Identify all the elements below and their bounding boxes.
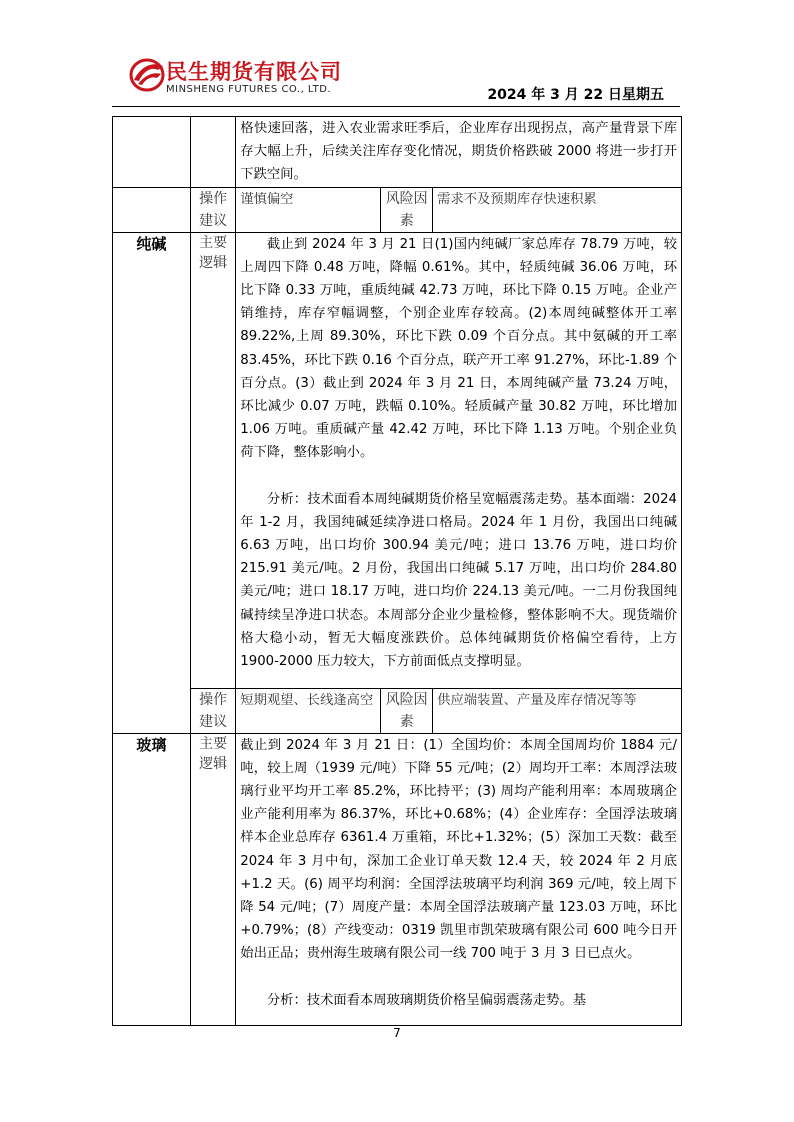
- company-name-cn: 民生期货有限公司: [166, 60, 342, 84]
- glass-logic-paragraph-2: 分析：技术面看本周玻璃期货价格呈偏弱震荡走势。基: [266, 992, 587, 1008]
- operation-label: 操作建议: [190, 187, 235, 232]
- soda-category: 纯碱: [113, 232, 191, 733]
- soda-risk-label: 风险因素: [381, 688, 433, 733]
- paragraph-spacer-2: [240, 966, 677, 989]
- page-number: 7: [393, 1026, 401, 1040]
- glass-logic-paragraph-1: 截止到 2024 年 3 月 21 日：(1）全国均价：本周全国周均价 1884 元/吨，较上周（1939 元/吨）下降 55 元/吨；(2）周均开工率：本周浮法玻璃行业平均开工率 85.2%，环比持平；(3) 周均产能利用率：本周玻璃企业产能利用率为 86.37%，环比+0.68%；(4）企业库存：全国浮法玻璃样本企业总库存 6361.4 万重箱，环比+1.32%；(5）深加工天数：截至 2024 年 3 月中旬，深加工企业订单天数 12.4 天，较 2024 年 2 月底+1.2 天。(6) 周平均利润：全国浮法玻璃平均利润 369 元/吨，较上周下降 54 元/吨；(7）周度产量：本周全国浮法玻璃产量 123.03 万吨，环比+0.79%；(8）产线变动：0319 凯里市凯荣玻璃有限公司 600 吨今日开始出正品；贵州海生玻璃有限公司一线 700 吨于 3 月 3 日已点火。: [240, 737, 677, 962]
- soda-risk-value: 供应端装置、产量及库存情况等等: [433, 688, 682, 733]
- company-logo: [128, 54, 363, 100]
- glass-category: 玻璃: [113, 733, 191, 1025]
- prev-risk-value: 需求不及预期库存快速积累: [433, 187, 682, 232]
- soda-logic-label: 主要逻辑: [190, 232, 235, 688]
- soda-operation-label: 操作建议: [190, 688, 235, 733]
- soda-operation-value: 短期观望、长线逢高空: [236, 688, 381, 733]
- soda-logic-paragraph-1: 截止到 2024 年 3 月 21 日(1)国内纯碱厂家总库存 78.79 万吨，较上周四下降 0.48 万吨，降幅 0.61%。其中，轻质纯碱 36.06 万吨，环比下降 0.33 万吨，重质纯碱 42.73 万吨，环比下降 0.15 万吨。企业产销维持，库存窄幅调整，个别企业库存较高。(2)本周纯碱整体开工率 89.22%,上周 89.30%，环比下跌 0.09 个百分点。其中氨碱的开工率 83.45%，环比下跌 0.16 个百分点，联产开工率 91.27%，环比-1.89 个百分点。(3）截止到 2024 年 3 月 21 日，本周纯碱产量 73.24 万吨，环比减少 0.07 万吨，跌幅 0.10%。轻质碱产量 30.82 万吨，环比增加 1.06 万吨。重质碱产量 42.42 万吨，环比下降 1.13 万吨。个别企业负荷下降，整体影响小。: [240, 236, 677, 461]
- prev-category-cell: [113, 117, 191, 188]
- paragraph-spacer: [240, 465, 677, 488]
- strategy-table: [112, 116, 682, 1026]
- prev-category-cell-2: [113, 187, 191, 232]
- soda-logic-text: [236, 232, 682, 688]
- prev-logic-text: 格快速回落，进入农业需求旺季后，企业库存出现拐点，高产量背景下库存大幅上升，后续关注库存变化情况，期货价格跌破 2000 将进一步打开下跌空间。: [236, 117, 682, 188]
- minsheng-logo-icon: [128, 54, 166, 94]
- risk-label: 风险因素: [381, 187, 433, 232]
- report-date: 2024 年 3 月 22 日星期五: [487, 87, 664, 103]
- glass-logic-text: [236, 733, 682, 1025]
- glass-logic-label: 主要逻辑: [190, 733, 235, 1025]
- soda-operation-row: [113, 688, 682, 733]
- glass-logic-row: [113, 733, 682, 1025]
- soda-logic-row: [113, 232, 682, 688]
- prev-operation-row: [113, 187, 682, 232]
- prev-operation-value: 谨慎偏空: [236, 187, 381, 232]
- soda-logic-paragraph-2: 分析：技术面看本周纯碱期货价格呈宽幅震荡走势。基本面端：2024 年 1-2 月，我国纯碱延续净进口格局。2024 年 1 月份，我国出口纯碱 6.63 万吨，出口均价 300.94 美元/吨；进口 13.76 万吨，进口均价 215.91 美元/吨。2 月份，我国出口纯碱 5.17 万吨，出口均价 284.80 美元/吨；进口 18.17 万吨，进口均价 224.13 美元/吨。一二月份我国纯碱持续呈净进口状态。本周部分企业少量检修，整体影响不大。现货端价格大稳小动，暂无大幅度涨跌价。总体纯碱期货价格偏空看待，上方 1900-2000 压力较大，下方前面低点支撑明显。: [240, 491, 677, 670]
- company-name-en: MINSHENG FUTURES CO., LTD.: [166, 84, 332, 95]
- header-divider: [112, 106, 680, 107]
- prev-label-cell: [190, 117, 235, 188]
- prev-logic-row: [113, 117, 682, 188]
